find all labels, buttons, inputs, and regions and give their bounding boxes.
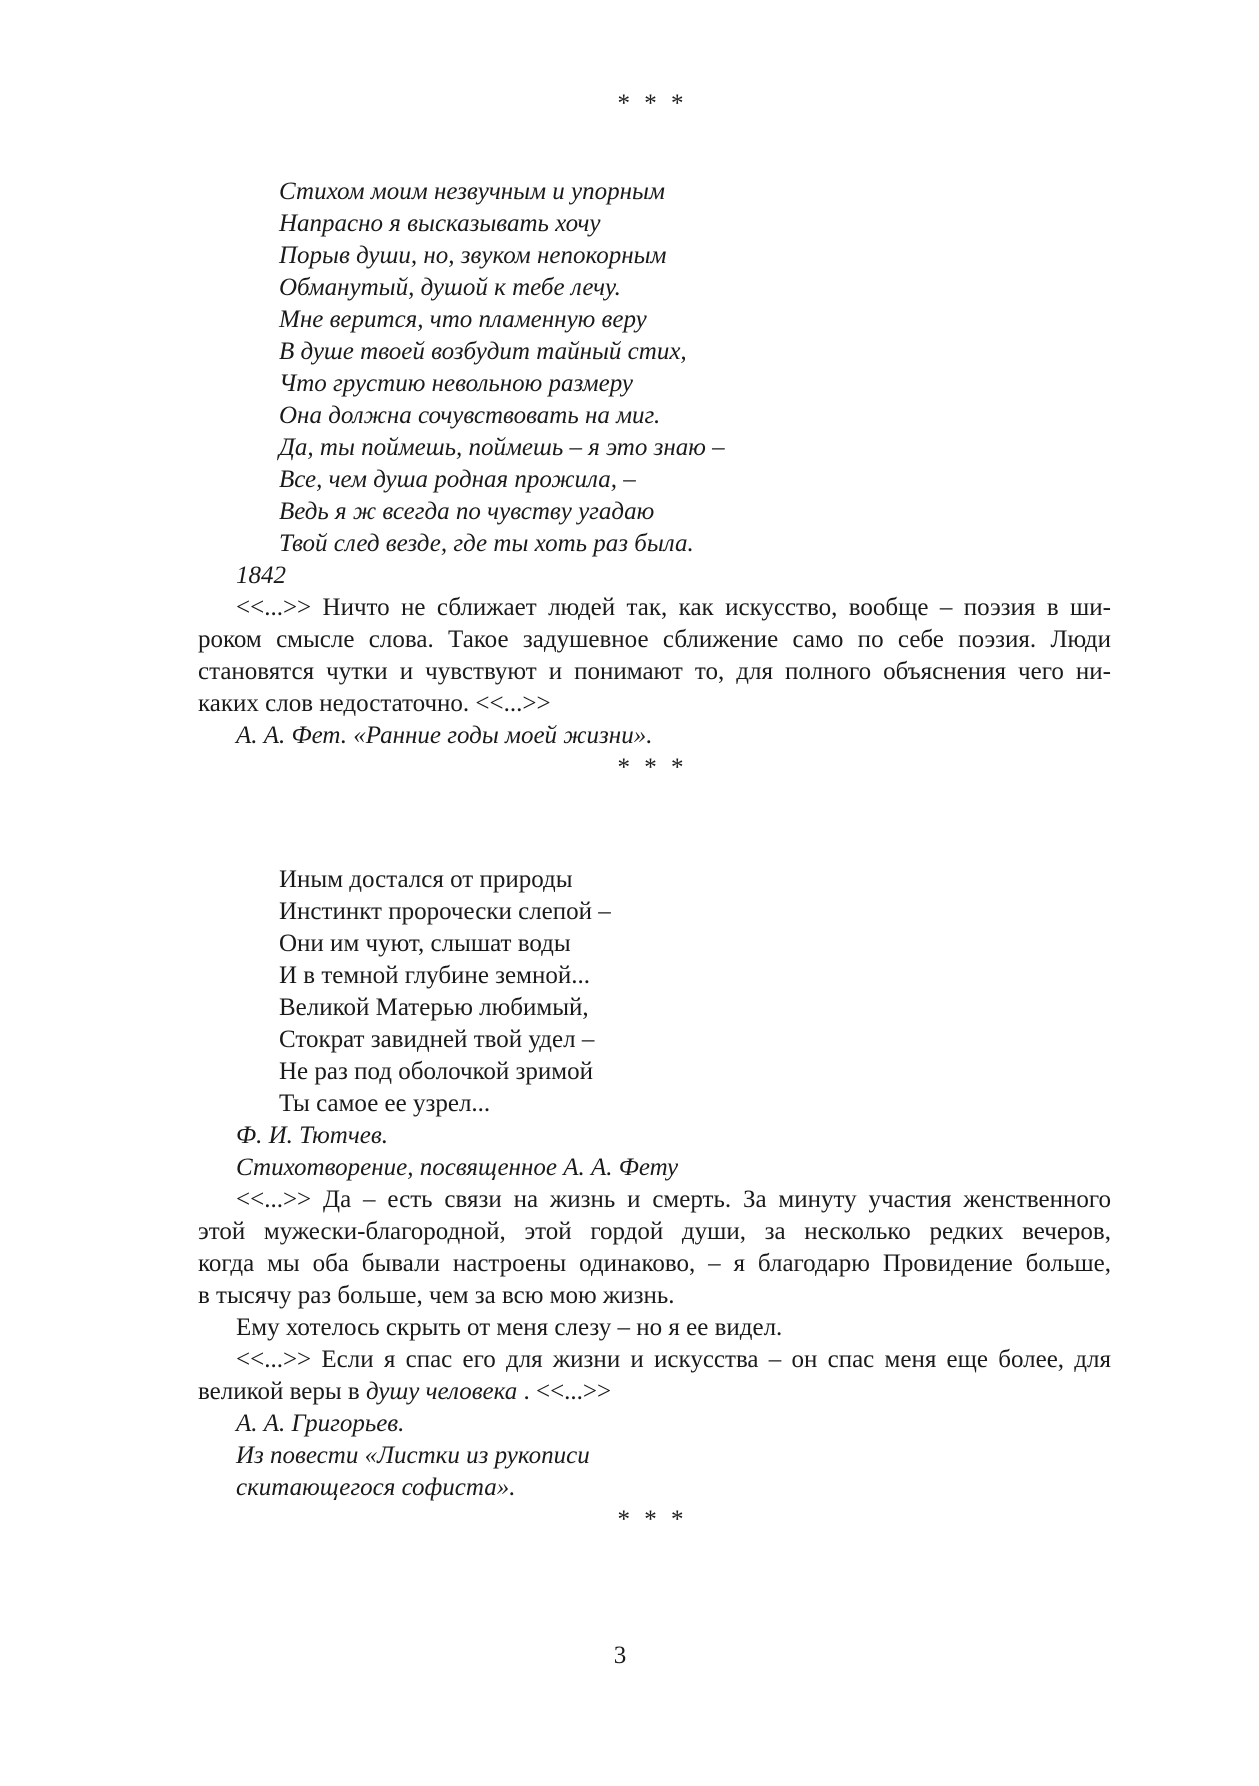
attribution-line: Из повести «Листки из рукописи — [236, 1442, 590, 1469]
section-separator: * * * — [617, 754, 688, 781]
prose-line: <<...>> Да – есть связи на жизнь и смерть. За минуту участия женственного — [236, 1186, 1111, 1213]
prose-line — [198, 1376, 611, 1408]
attribution-line: скитающегося софиста». — [236, 1474, 516, 1501]
poem-line: Инстинкт пророчески слепой – — [279, 898, 611, 925]
poem-line: Они им чуют, слышат воды — [279, 930, 571, 957]
poem-line: Она должна сочувствовать на миг. — [279, 402, 661, 429]
prose-line: каких слов недостаточно. <<...>> — [198, 690, 551, 717]
prose-line: в тысячу раз больше, чем за всю мою жизнь. — [198, 1282, 675, 1309]
prose-line: роком смысле слова. Такое задушевное сближение само по себе поэзия. Люди — [198, 626, 1111, 653]
prose-line: <<...>> Если я спас его для жизни и искусства – он спас меня еще более, для — [236, 1346, 1111, 1373]
prose-text: великой веры в — [198, 1378, 366, 1405]
poem-line: Мне верится, что пламенную веру — [279, 306, 647, 333]
poem-line: Ведь я ж всегда по чувству угадаю — [279, 498, 655, 525]
poem-line: Ты самое ее узрел... — [279, 1090, 491, 1117]
section-separator-bottom: * * * — [617, 1506, 688, 1533]
prose-text: . <<...>> — [517, 1378, 612, 1405]
poem-subtitle: Стихотворение, посвященное А. А. Фету — [236, 1154, 679, 1181]
poem-line: Все, чем душа родная прожила, – — [279, 466, 636, 493]
poem-line: Великой Матерью любимый, — [279, 994, 589, 1021]
poem-year: 1842 — [236, 562, 286, 589]
poem-line: Стихом моим незвучным и упорным — [279, 178, 665, 205]
poem-line: Иным достался от природы — [279, 866, 573, 893]
poem-line: Не раз под оболочкой зримой — [279, 1058, 594, 1085]
prose-paragraph-grigoriev-2: Ему хотелось скрыть от меня слезу – но я ее видел. — [236, 1314, 783, 1341]
poem-line: Порыв души, но, звуком непокорным — [279, 242, 667, 269]
prose-line: <<...>> Ничто не сближает людей так, как искусство, вообще – поэзия в ши- — [236, 594, 1111, 621]
poem-line: Стократ завидней твой удел – — [279, 1026, 595, 1053]
poem-author: Ф. И. Тютчев. — [236, 1122, 388, 1149]
attribution-fet: А. А. Фет. «Ранние годы моей жизни». — [236, 722, 653, 749]
poem-line: В душе твоей возбудит тайный стих, — [279, 338, 687, 365]
prose-line: становятся чутки и чувствуют и понимают то, для полного объяснения чего ни- — [198, 658, 1111, 685]
prose-line: этой мужески-благородной, этой гордой души, за несколько редких вечеров, — [198, 1218, 1111, 1245]
poem-line: И в темной глубине земной... — [279, 962, 590, 989]
poem-line: Что грустию невольною размеру — [279, 370, 633, 397]
poem-line: Твой след везде, где ты хоть раз была. — [279, 530, 694, 557]
poem-line: Да, ты поймешь, поймешь – я это знаю – — [279, 434, 725, 461]
section-separator-top: * * * — [617, 90, 688, 117]
prose-line: когда мы оба бывали настроены одинаково, – я благодарю Провидение больше, — [198, 1250, 1111, 1277]
emphasis-text: душу человека — [365, 1378, 518, 1405]
attribution-line: А. А. Григорьев. — [236, 1410, 405, 1437]
poem-line: Обманутый, душой к тебе лечу. — [279, 274, 621, 301]
poem-line: Напрасно я высказывать хочу — [279, 210, 601, 237]
page-number: 3 — [613, 1642, 627, 1669]
